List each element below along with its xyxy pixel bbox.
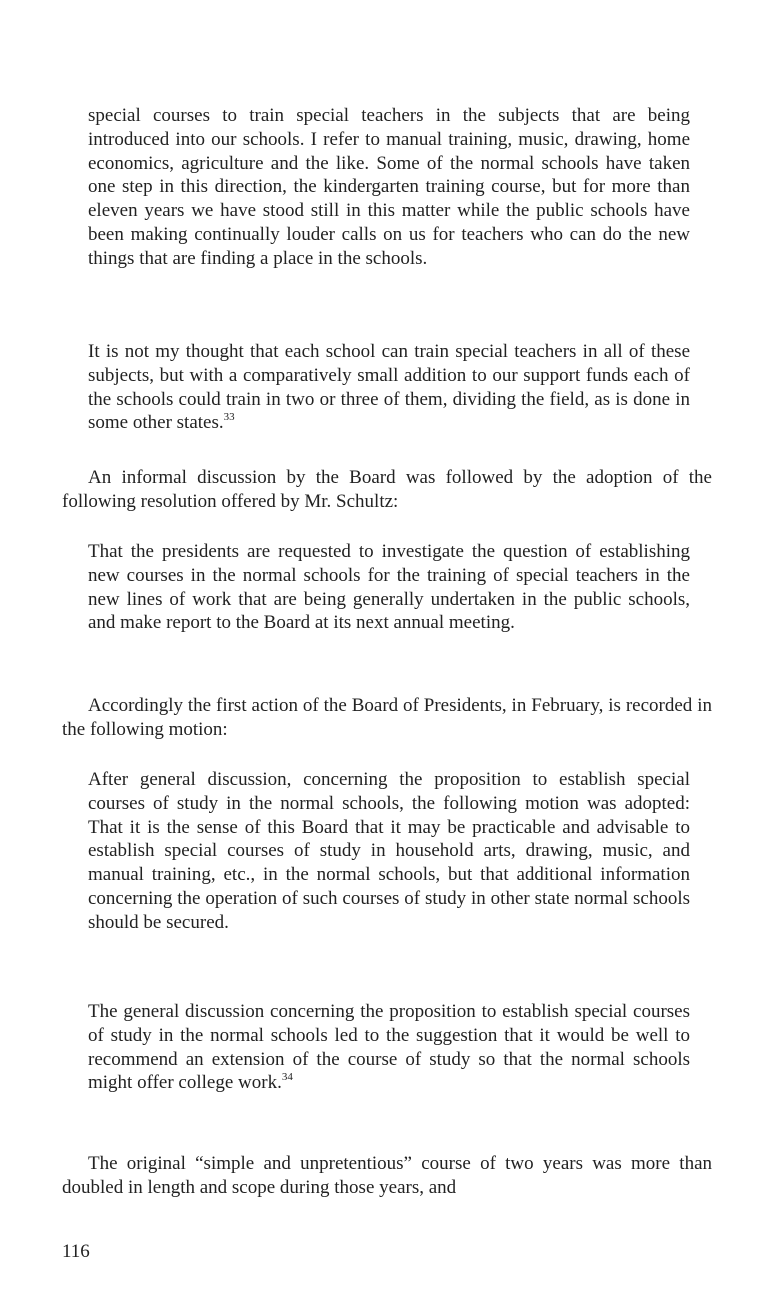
footnote-marker: 34 (281, 1071, 293, 1084)
paragraph-text: The general discussion concerning the proposition to establish special courses of study in the normal schools led to the suggestion that it would be well to recommend an extension of the course of study so that the normal schools might offer college work. (88, 1001, 690, 1094)
page-number: 116 (62, 1241, 90, 1262)
footnote-marker: 33 (223, 411, 235, 424)
body-paragraph (62, 694, 712, 742)
body-paragraph (62, 466, 712, 514)
paragraph-text: After general discussion, concerning the proposition to establish special courses of study in the normal schools, the following motion was adopted: That it is the sense of this Board that it may be practicable and advisable to establish special courses of study in household arts, drawing, music, and manual training, etc., in the normal schools, but that additional information concerning the operation of such courses of study in other state normal schools should be secured. (88, 769, 690, 933)
paragraph-text: That the presidents are requested to investigate the question of establishing new courses in the normal schools for the training of special teachers in the new lines of work that are being generally undertaken in the public schools, and make report to the Board at its next annual meeting. (88, 541, 690, 634)
paragraph-text: It is not my thought that each school can train special teachers in all of these subjects, but with a comparatively small addition to our support funds each of the schools could train in two or three of them, dividing the field, as is done in some other states. (88, 341, 690, 434)
quote-paragraph (88, 104, 690, 271)
quote-paragraph (88, 1000, 690, 1095)
quote-paragraph (88, 540, 690, 635)
paragraph-text: An informal discussion by the Board was followed by the adoption of the following resolution offered by Mr. Schultz: (62, 467, 712, 512)
body-paragraph (62, 1152, 712, 1200)
paragraph-text: special courses to train special teachers in the subjects that are being introduced into our schools. I refer to manual training, music, drawing, home economics, agriculture and the like. Some of the normal schools have taken one step in this direction, the kindergarten training course, but for more than eleven years we have stood still in this matter while the public schools have been making continually louder calls on us for teachers who can do the new things that are finding a place in the schools. (88, 105, 690, 269)
quote-paragraph (88, 768, 690, 935)
paragraph-text: Accordingly the first action of the Board of Presidents, in February, is recorded in the following motion: (62, 695, 712, 740)
paragraph-text: The original “simple and unpretentious” course of two years was more than doubled in length and scope during those years, and (62, 1153, 712, 1198)
quote-paragraph (88, 340, 690, 435)
